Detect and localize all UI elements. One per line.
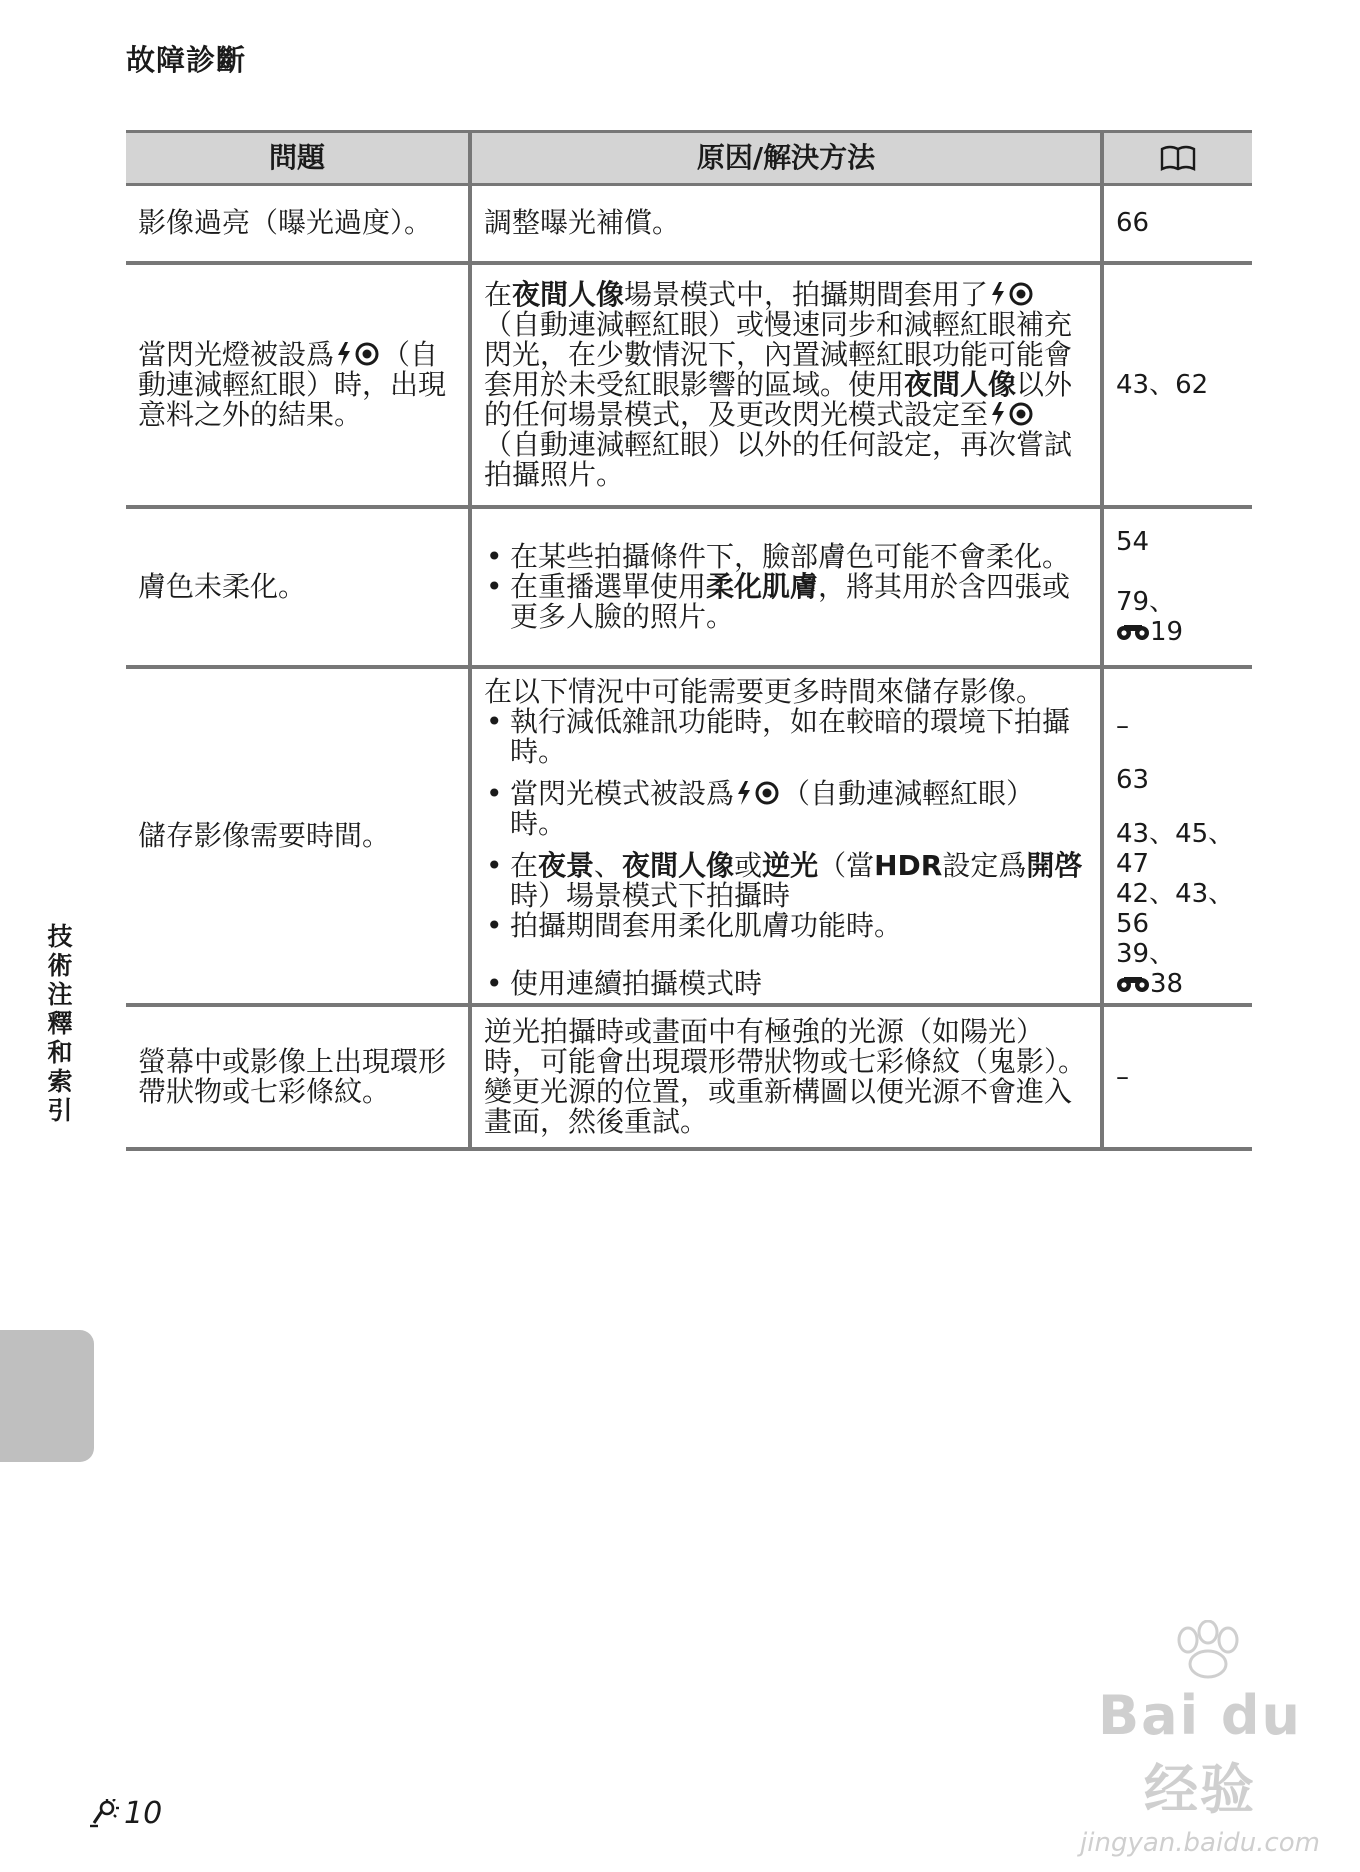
paw-logo-icon [1168, 1620, 1248, 1680]
problem-cell: 影像過亮（曝光過度）。 [126, 185, 470, 263]
scene-mode-name: 夜間人像 [512, 277, 625, 311]
section-title: 故障診斷 [126, 43, 247, 77]
chapter-tab[interactable] [0, 1330, 94, 1462]
solution-cell [470, 507, 1102, 667]
watermark [1080, 1620, 1320, 1858]
solution-cell [470, 667, 1102, 1005]
menu-option-name: 柔化肌膚 [706, 569, 819, 603]
list-item: • 當閃光模式被設爲 （自動連減輕紅眼）時。 [484, 779, 1088, 839]
problem-cell: 儲存影像需要時間。 [126, 667, 470, 1005]
reference-cell [1102, 667, 1252, 1005]
problem-cell: 膚色未柔化。 [126, 507, 470, 667]
table-row [126, 263, 1252, 507]
book-reference-icon [1159, 145, 1197, 173]
solution-intro: 在以下情況中可能需要更多時間來儲存影像。 [484, 674, 1045, 708]
reference-section-icon [1116, 622, 1150, 642]
table-row [126, 1005, 1252, 1149]
list-item: • 使用連續拍攝模式時 [484, 969, 1088, 999]
page-ref-link[interactable]: 54 [1116, 526, 1150, 557]
flash-red-eye-icon [736, 780, 780, 806]
page-number: 10 [88, 1796, 162, 1831]
list-item: • 在重播選單使用柔化肌膚，將其用於含四張或更多人臉的照片。 [484, 572, 1088, 632]
troubleshooting-table [126, 130, 1252, 1151]
page-ref-link[interactable]: 63 [1116, 764, 1150, 795]
chapter-side-label: 技術注釋和索引 [47, 922, 73, 1125]
table-header-row [126, 132, 1252, 185]
page-ref-link[interactable]: 43、45、47 [1116, 818, 1235, 879]
technical-notes-icon [88, 1799, 122, 1829]
problem-cell: 當閃光燈被設爲 （自動連減輕紅眼）時，出現意料之外的結果。 [126, 263, 470, 507]
page-ref-link[interactable]: – [1116, 710, 1129, 741]
watermark-url: jingyan.baidu.com [1080, 1828, 1320, 1858]
problem-cell: 螢幕中或影像上出現環形帶狀物或七彩條紋。 [126, 1005, 470, 1149]
list-item: • 拍攝期間套用柔化肌膚功能時。 [484, 911, 1088, 941]
reference-cell [1102, 507, 1252, 667]
page-ref-link[interactable]: 43、62 [1116, 369, 1209, 400]
flash-red-eye-icon [990, 401, 1034, 427]
reference-cell [1102, 263, 1252, 507]
table-row [126, 667, 1252, 1005]
flash-red-eye-icon [336, 341, 380, 367]
list-item: • 執行減低雜訊功能時，如在較暗的環境下拍攝時。 [484, 707, 1088, 767]
scene-mode-name: 夜間人像 [904, 367, 1017, 401]
reference-section-icon [1116, 974, 1150, 994]
solution-cell: 逆光拍攝時或畫面中有極強的光源（如陽光）時，可能會出現環形帶狀物或七彩條紋（鬼影）。變更光源的位置，或重新構圖以便光源不會進入畫面，然後重試。 [470, 1005, 1102, 1149]
page-ref-link[interactable]: 42、43、56 [1116, 878, 1235, 939]
list-item: • 在某些拍攝條件下，臉部膚色可能不會柔化。 [484, 542, 1088, 572]
solution-cell: 調整曝光補償。 [470, 185, 1102, 263]
watermark-brand: Bai du 经验 [1097, 1684, 1302, 1821]
column-header-problem: 問題 [126, 132, 470, 185]
column-header-solution: 原因/解決方法 [470, 132, 1102, 185]
solution-cell: 在夜間人像場景模式中，拍攝期間套用了 （自動連減輕紅眼）或慢速同步和減輕紅眼補充閃光，在少數情況下，內置減輕紅眼功能可能會套用於未受紅眼影響的區域。使用夜間人像以外的任何場景模式，及更改閃光模式設定至 （自動連減輕紅眼）以外的任何設定，再次嘗試拍攝照片。 [470, 263, 1102, 507]
page-ref-link[interactable]: 79、 19 [1116, 586, 1184, 647]
page-ref-link[interactable]: – [1116, 1061, 1129, 1092]
table-row [126, 507, 1252, 667]
flash-red-eye-icon [990, 281, 1034, 307]
page-ref-link[interactable]: 66 [1116, 208, 1150, 239]
reference-cell [1102, 1005, 1252, 1149]
table-row [126, 185, 1252, 263]
page-ref-link[interactable]: 39、 38 [1116, 938, 1184, 999]
reference-cell [1102, 185, 1252, 263]
column-header-reference [1102, 132, 1252, 185]
list-item: • 在夜景、夜間人像或逆光（當HDR設定爲開啓時）場景模式下拍攝時 [484, 851, 1088, 911]
